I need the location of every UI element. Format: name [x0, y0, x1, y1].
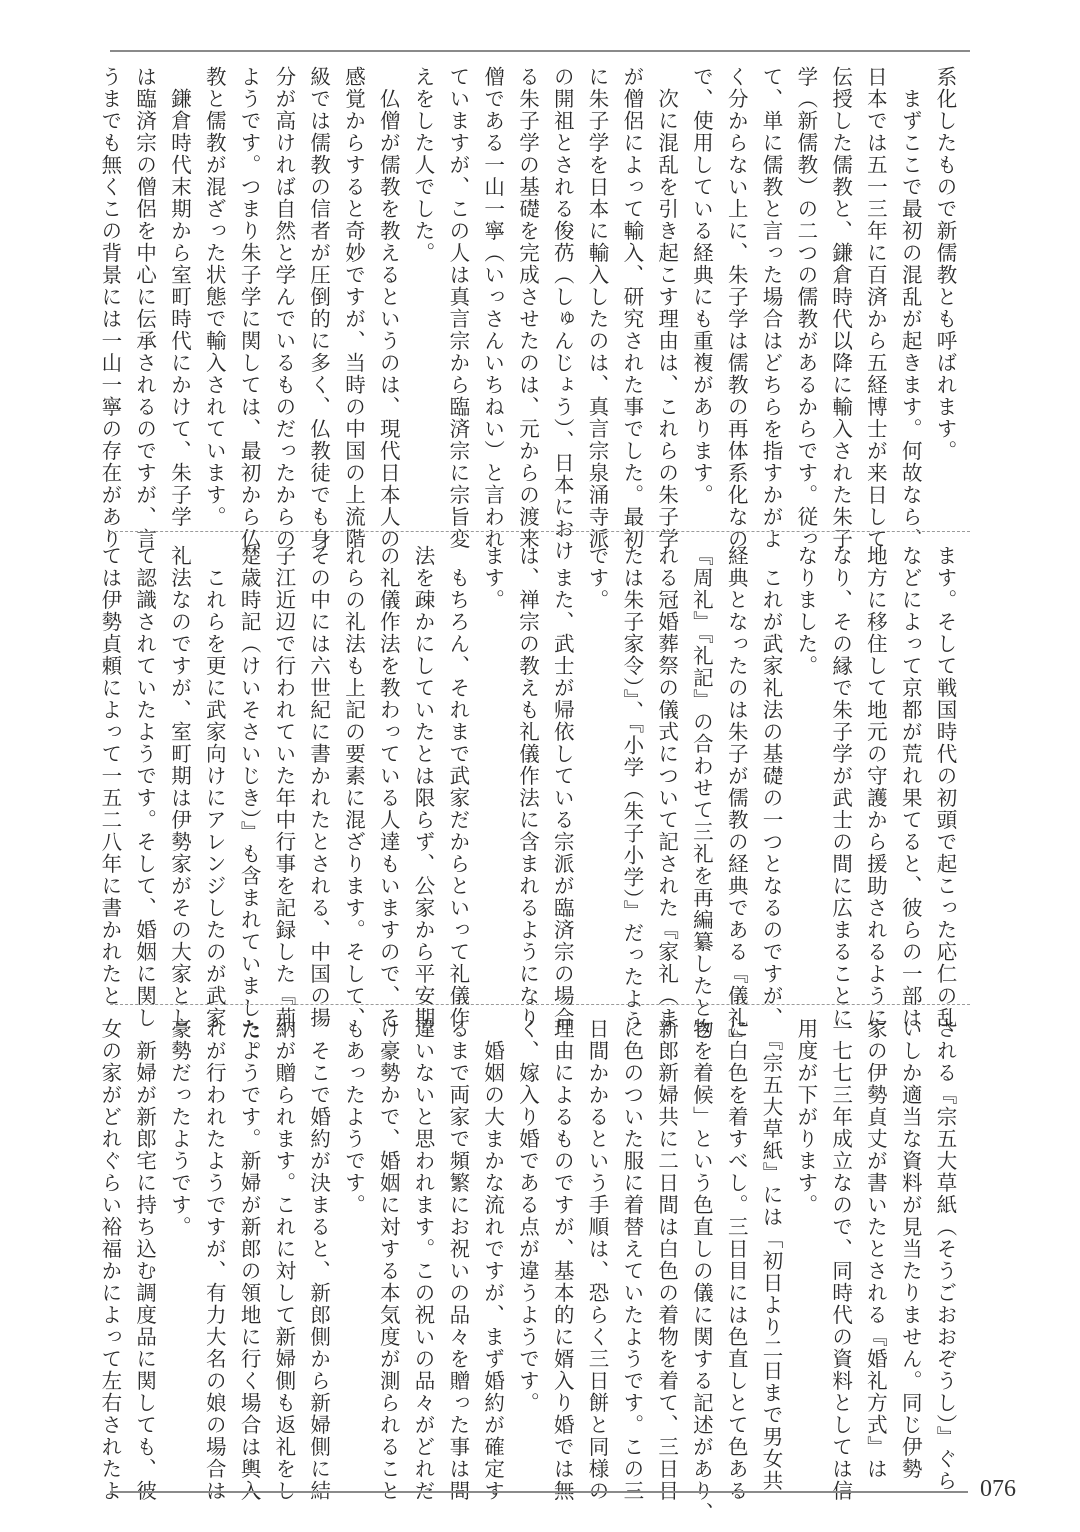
text-column: 鎌倉時代末期から室町時代にかけて、朱子学 [167, 66, 192, 528]
text-column: なり、その縁で朱子学が武士の間に広まることに [828, 545, 853, 1029]
text-column: ます。そして戦国時代の初頭で起こった応仁の乱 [933, 545, 957, 1029]
text-column: ます。 [480, 545, 505, 611]
text-column: く分からない上に、朱子学は儒教の再体系化なの [724, 66, 749, 550]
bottom-rule [110, 1491, 968, 1493]
text-column: ていますが、この人は真言宗から臨済宗に宗旨変 [445, 66, 470, 550]
text-column: 婚姻の大まかな流れですが、まず婚約が確定す [480, 1018, 505, 1502]
text-column: に色のついた服に着替えていたようです。この三 [619, 1018, 644, 1502]
text-column: これらを更に武家向けにアレンジしたのが武家 [202, 545, 227, 1029]
text-column: 法を疎かにしていたとは限らず、公家から平安期 [411, 545, 436, 1029]
text-column: 子江近辺で行われていた年中行事を記録した『荊 [271, 545, 296, 1029]
text-tier-bottom [97, 1018, 962, 1524]
text-column: る朱子学の基礎を完成させたのは、元からの渡来 [515, 66, 540, 550]
text-column: 教と儒教が混ざった状態で輸入されています。 [202, 66, 227, 528]
text-column: の開祖とされる俊芿（しゅんじょう）、日本におけ [550, 66, 575, 562]
text-column: 『宗五大草紙』には「初日より二日まで男女共 [759, 1018, 784, 1492]
text-column: 学（新儒教）の二つの儒教があるからです。従っ [793, 66, 818, 550]
text-column: 違いないと思われます。この祝いの品々がどれだ [411, 1018, 436, 1502]
text-column: は臨済宗の僧侶を中心に伝承されるのですが、言 [132, 66, 157, 550]
text-column: たようです。新婦が新郎の領地に行く場合は輿入 [237, 1018, 262, 1502]
text-column: いしか適当な資料が見当たりません。同じ伊勢 [898, 1018, 923, 1480]
text-column: 『周礼』『礼記』の合わせて三礼を再編纂したとさ [689, 545, 714, 1041]
text-column: れらの礼法も上記の要素に混ざります。そして、 [341, 545, 366, 1029]
text-column: け豪勢かで、婚姻に対する本気度が測られること [376, 1018, 401, 1502]
text-column: 級では儒教の信者が圧倒的に多く、仏教徒でも身 [306, 66, 331, 550]
text-column: は、禅宗の教えも礼儀作法に含まれるようになり [515, 545, 540, 1029]
text-column: 僧である一山一寧（いっさんいちねい）と言われ [480, 66, 505, 550]
text-column: 納が贈られます。これに対して新婦側も返礼をし [271, 1018, 296, 1502]
text-column: 分が高ければ自然と学んでいるものだったからの [271, 66, 296, 550]
text-column: 伝授した儒教と、鎌倉時代以降に輸入された朱子 [828, 66, 853, 550]
text-column: 新郎新婦共に二日間は白色の着物を着て、三日目 [654, 1018, 679, 1502]
text-column: て、単に儒教と言った場合はどちらを指すかがよ [759, 66, 784, 550]
text-column: なりました。 [793, 545, 818, 677]
text-column: そこで婚約が決まると、新郎側から新婦側に結 [306, 1018, 331, 1502]
top-rule [110, 50, 970, 52]
text-column: 一七七三年成立なので、同時代の資料としては信 [828, 1018, 853, 1502]
tier-divider [110, 1004, 970, 1005]
text-column: その中には六世紀に書かれたとされる、中国の揚 [306, 545, 331, 1029]
text-column: です。 [585, 545, 610, 611]
text-column: 次に混乱を引き起こす理由は、これらの朱子学 [654, 66, 679, 550]
text-column: 用度が下がります。 [793, 1018, 818, 1216]
text-column: 物を着候」という色直しの儀に関する記述があり、 [689, 1018, 714, 1524]
text-column: もちろん、それまで武家だからといって礼儀作 [445, 545, 470, 1029]
text-column: これが武家礼法の基礎の一つとなるのですが、 [759, 545, 784, 1029]
text-column: 家の伊勢貞丈が書いたとされる『婚礼方式』は [863, 1018, 888, 1480]
text-tier-middle [97, 545, 962, 1063]
text-column: に朱子学を日本に輸入したのは、真言宗泉涌寺派 [585, 66, 610, 550]
text-column: で、使用している経典にも重複があります。 [689, 66, 714, 506]
text-column: 仏僧が儒教を教えるというのは、現代日本人の [376, 66, 401, 550]
text-column: 地方に移住して地元の守護から援助されるように [863, 545, 888, 1029]
text-column: 日本では五一三年に百済から五経博士が来日して [863, 66, 888, 550]
tier-divider [110, 531, 970, 532]
text-column: まずここで最初の混乱が起きます。何故なら、 [898, 66, 923, 550]
text-column: く、嫁入り婚である点が違うようです。 [515, 1018, 540, 1414]
text-column: 感覚からすると奇妙ですが、当時の中国の上流階 [341, 66, 366, 550]
page-number: 076 [980, 1476, 1016, 1502]
text-column: ようです。つまり朱子学に関しては、最初から仏 [237, 66, 262, 550]
text-column: たは朱子家令）』、『小学（朱子小学）』だったよう [619, 545, 644, 1032]
text-tier-top [97, 66, 962, 562]
text-column: に白色を着すべし。三日目には色直しとて色ある [724, 1018, 749, 1502]
text-column: 新婦が新郎宅に持ち込む調度品に関しても、彼 [132, 1018, 157, 1502]
text-column: 系化したもので新儒教とも呼ばれます。 [933, 66, 957, 462]
text-column: 日間かかるという手順は、恐らく三日餅と同様の [585, 1018, 610, 1502]
text-column: される『宗五大草紙（そうごおおぞうし）』ぐら [933, 1018, 957, 1492]
text-column: が僧侶によって輸入、研究された事でした。最初 [619, 66, 644, 550]
text-column: 豪勢だったようです。 [167, 1018, 192, 1238]
text-column: れが行われたようですが、有力大名の娘の場合は [202, 1018, 227, 1502]
text-column: れる冠婚葬祭の儀式について記された『家礼（ま [654, 545, 679, 1029]
text-column: ては伊勢貞頼によって一五二八年に書かれたと [97, 545, 122, 1007]
text-column: 理由によるものですが、基本的に婿入り婚では無 [550, 1018, 575, 1502]
text-column: て認識されていたようです。そして、婚姻に関し [132, 545, 157, 1029]
text-column: もあったようです。 [341, 1018, 366, 1216]
text-column: 経典となったのは朱子が儒教の経典である『儀礼』 [724, 545, 749, 1051]
text-column: えをした人でした。 [411, 66, 436, 264]
text-column: 女の家がどれぐらい裕福かによって左右されたよ [97, 1018, 122, 1502]
text-column: 楚歳時記（けいそさいじき）』も含まれていました。 [237, 545, 262, 1063]
text-column: の礼儀作法を教わっている人達もいますので、そ [376, 545, 401, 1029]
text-column: 礼法なのですが、室町期は伊勢家がその大家とし [167, 545, 192, 1029]
text-column: るまで両家で頻繁にお祝いの品々を贈った事は間 [445, 1018, 470, 1502]
text-column: うまでも無くこの背景には一山一寧の存在があり [97, 66, 122, 550]
text-column: などによって京都が荒れ果てると、彼らの一部は [898, 545, 923, 1029]
text-column: また、武士が帰依している宗派が臨済宗の場合 [550, 545, 575, 1029]
